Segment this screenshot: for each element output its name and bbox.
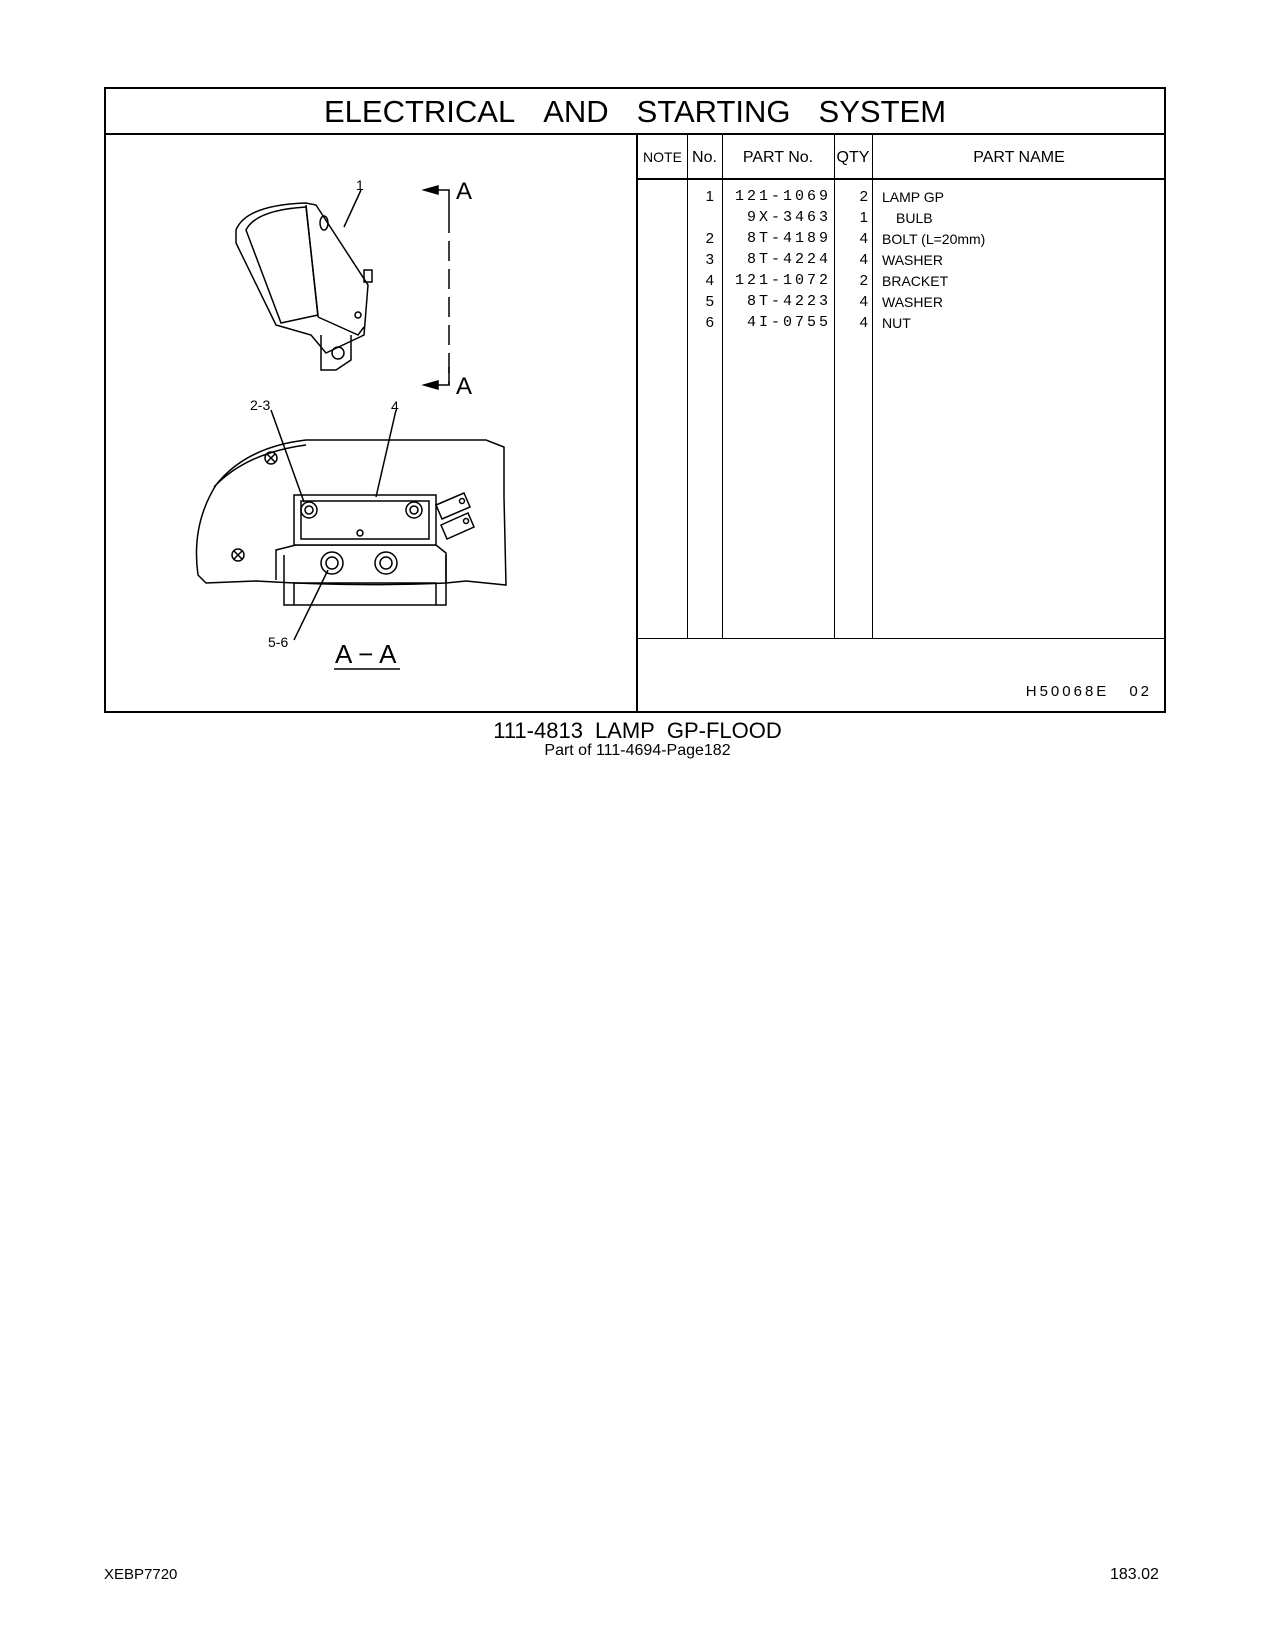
table-header bbox=[638, 135, 1166, 180]
title-word: STARTING bbox=[636, 94, 791, 129]
part-number: 8T-4224 bbox=[746, 251, 831, 268]
header-note: NOTE bbox=[643, 149, 682, 165]
callout-label: 4 bbox=[391, 398, 399, 414]
section-view-label: A − A bbox=[335, 639, 397, 669]
header-part-name: PART NAME bbox=[973, 149, 1065, 166]
doc-revision: 02 bbox=[1129, 683, 1152, 700]
quantity: 4 bbox=[859, 293, 868, 310]
table-row bbox=[638, 270, 1166, 292]
part-name: BRACKET bbox=[882, 273, 949, 289]
header-no: No. bbox=[692, 149, 717, 166]
parts-table bbox=[638, 135, 1166, 711]
item-no: 2 bbox=[705, 230, 714, 247]
part-number: 8T-4189 bbox=[746, 230, 831, 247]
table-row bbox=[638, 186, 1166, 208]
callout-label: 2-3 bbox=[250, 397, 271, 413]
table-row bbox=[638, 207, 1166, 229]
part-number: 4I-0755 bbox=[746, 314, 831, 331]
part-name: BOLT (L=20mm) bbox=[882, 231, 986, 247]
caption-subtitle: Part of 111-4694-Page182 bbox=[544, 742, 731, 759]
title-word: ELECTRICAL bbox=[323, 94, 516, 129]
table-bottom-rule bbox=[638, 638, 1166, 639]
publication-number: XEBP7720 bbox=[104, 1566, 178, 1583]
quantity: 4 bbox=[859, 230, 868, 247]
exploded-view-figure bbox=[106, 135, 638, 711]
title-word: AND bbox=[543, 94, 609, 129]
part-number: 121-1072 bbox=[734, 272, 831, 289]
quantity: 2 bbox=[859, 188, 868, 205]
caption-part-number: 111-4813 bbox=[493, 718, 583, 743]
part-number: 8T-4223 bbox=[746, 293, 831, 310]
callout-label: 5-6 bbox=[268, 634, 289, 650]
part-name: WASHER bbox=[882, 252, 943, 268]
part-number: 121-1069 bbox=[734, 188, 831, 205]
doc-code: H50068E bbox=[1025, 683, 1110, 700]
quantity: 1 bbox=[859, 209, 868, 226]
caption-name-word: GP-FLOOD bbox=[666, 718, 782, 743]
header-qty: QTY bbox=[836, 149, 870, 166]
part-name: BULB bbox=[896, 210, 933, 226]
part-name: LAMP GP bbox=[882, 189, 944, 205]
table-row bbox=[638, 312, 1166, 334]
parts-frame bbox=[104, 87, 1166, 713]
header-part-no: PART No. bbox=[742, 149, 814, 166]
caption-name-word: LAMP bbox=[594, 718, 655, 743]
part-name: NUT bbox=[882, 315, 911, 331]
figure-caption bbox=[0, 718, 1275, 744]
table-row bbox=[638, 228, 1166, 250]
item-no: 5 bbox=[705, 293, 714, 310]
lamp-illustration bbox=[106, 135, 636, 711]
quantity: 4 bbox=[859, 314, 868, 331]
section-title bbox=[106, 89, 1164, 135]
page-number: 183.02 bbox=[1110, 1566, 1159, 1583]
table-row bbox=[638, 249, 1166, 271]
title-word: SYSTEM bbox=[818, 94, 947, 129]
part-name: WASHER bbox=[882, 294, 943, 310]
section-mark: A bbox=[456, 178, 473, 205]
item-no: 3 bbox=[705, 251, 714, 268]
document-code bbox=[1026, 683, 1152, 700]
table-row bbox=[638, 291, 1166, 313]
section-mark: A bbox=[456, 373, 473, 400]
item-no: 1 bbox=[705, 188, 714, 205]
quantity: 4 bbox=[859, 251, 868, 268]
quantity: 2 bbox=[859, 272, 868, 289]
part-number: 9X-3463 bbox=[746, 209, 831, 226]
item-no: 6 bbox=[705, 314, 714, 331]
callout-label: 1 bbox=[356, 177, 364, 193]
item-no: 4 bbox=[705, 272, 714, 289]
